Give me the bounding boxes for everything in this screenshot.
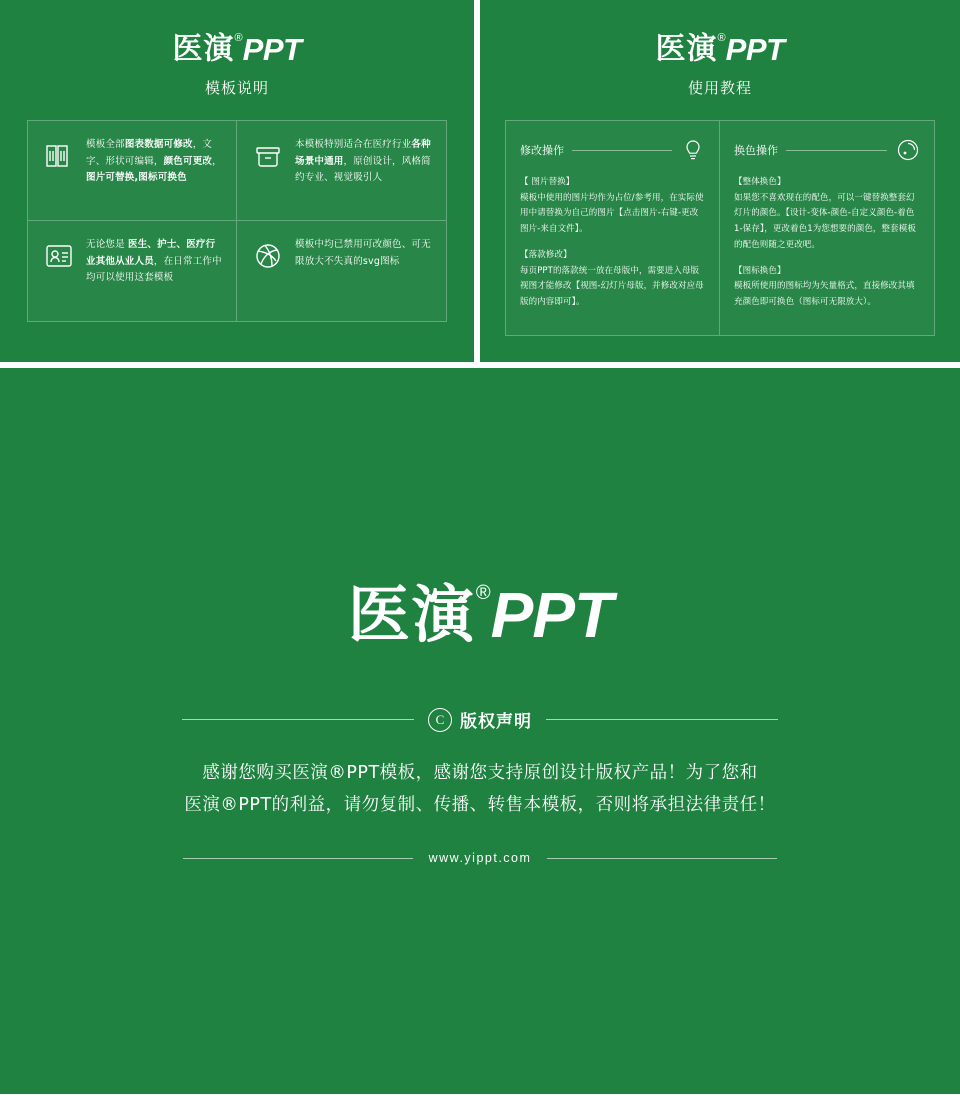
divider: [786, 150, 887, 151]
instruction-title: 修改操作: [520, 144, 564, 157]
slide1-title-area: [0, 0, 474, 98]
slide-copyright-notice: [0, 368, 960, 1094]
feature-text: 模板中均已禁用可改颜色、可无限放大不失真的svg图标: [295, 239, 431, 267]
brand-logo-ppt: PPT: [242, 32, 302, 67]
brand-logo-ppt: PPT: [725, 32, 785, 67]
instruction-block: [734, 264, 921, 311]
instruction-block-body: 每页PPT的落款统一放在母版中，需要进入母版视图才能修改【视图-幻灯片母版，并修改对应母版的内容即可】。: [520, 265, 704, 308]
copyright-title: 版权声明: [460, 712, 532, 732]
copyright-paragraph: [160, 758, 800, 821]
brand-logo-cn: 医演: [172, 31, 235, 67]
lightbulb-icon: [680, 137, 706, 163]
instruction-block: [520, 248, 706, 311]
slide-template-description: [0, 0, 474, 362]
feature-text: 无论您是 医生、护士、医疗行业其他从业人员，在日常工作中均可以使用这套模板: [86, 239, 222, 284]
instruction-block: [520, 175, 706, 238]
copyright-heading-row: [0, 707, 960, 732]
instruction-column-recolor: [720, 121, 934, 335]
feature-grid: [27, 120, 447, 322]
brand-logo-registered-mark: ®: [475, 581, 491, 604]
feature-cell: [237, 121, 446, 221]
website-row: [0, 851, 960, 865]
person-id-icon: [42, 239, 76, 273]
divider-right: [547, 858, 777, 859]
instruction-header: [520, 137, 706, 163]
feature-cell: [237, 221, 446, 321]
feature-text: 本模板特别适合在医疗行业各种场景中通用，原创设计，风格简约专业、视觉吸引人: [295, 139, 431, 184]
instruction-title: 换色操作: [734, 144, 778, 157]
copyright-paragraph-line1: 感谢您购买医演®PPT模板，感谢您支持原创设计版权产品！为了您和: [202, 763, 758, 783]
divider-right: [546, 719, 778, 720]
brand-logo-registered-mark: ®: [234, 32, 243, 45]
feature-cell: [28, 121, 237, 221]
instruction-block-heading: 【落款修改】: [520, 249, 572, 260]
feature-cell: [28, 221, 237, 321]
copyright-heading: [428, 707, 532, 732]
brand-logo: [655, 31, 785, 67]
instruction-block-body: 如果您不喜欢现在的配色，可以一键替换整套幻灯片的颜色。【设计-变体-颜色-自定义颜色-着色1-保存】，更改着色1为您想要的颜色，整套模板的配色则随之更改吧。: [734, 192, 916, 250]
archive-box-icon: [251, 139, 285, 173]
divider-left: [182, 719, 414, 720]
divider: [572, 150, 672, 151]
instruction-block: [734, 175, 921, 254]
instruction-column-edit: [506, 121, 720, 335]
brand-logo-registered-mark: ®: [717, 32, 726, 45]
divider-left: [183, 858, 413, 859]
brand-logo-cn: 医演: [655, 31, 718, 67]
brand-logo-cn: 医演: [347, 578, 476, 651]
brand-logo-ppt: PPT: [490, 579, 613, 651]
website-url[interactable]: www.yippt.com: [428, 851, 532, 865]
color-palette-icon: [895, 137, 921, 163]
instruction-header: [734, 137, 921, 163]
copyright-icon: C: [428, 708, 452, 732]
dribbble-ball-icon: [251, 239, 285, 273]
instruction-block-heading: 【整体换色】: [734, 177, 786, 187]
instruction-block-heading: 【图标换色】: [734, 265, 786, 276]
instruction-panels: [505, 120, 935, 336]
slide2-title-area: [480, 0, 960, 98]
slide-usage-tutorial: [480, 0, 960, 362]
book-pages-icon: [42, 139, 76, 173]
brand-logo-large: [0, 368, 960, 651]
page-bottom-strip: [0, 1094, 960, 1100]
copyright-paragraph-line2: 医演®PPT的利益，请勿复制、传播、转售本模板，否则将承担法律责任！: [184, 794, 776, 815]
instruction-block-body: 模板所使用的图标均为矢量格式，直接修改其填充颜色即可换色（图标可无限放大）。: [734, 281, 915, 308]
slide2-subtitle: 使用教程: [687, 79, 752, 97]
feature-text: 模板全部图表数据可修改，文字、形状可编辑，颜色可更改，图片可替换,图标可换色: [86, 139, 222, 184]
instruction-block-body: 模板中使用的图片均作为占位/参考用，在实际使用中请替换为自己的图片【点击图片-右键-更改图片-来自文件】。: [520, 192, 704, 235]
instruction-block-heading: 【 图片替换】: [520, 177, 575, 187]
slide1-subtitle: 模板说明: [204, 79, 269, 97]
top-slide-row: [0, 0, 960, 362]
brand-logo: [172, 31, 302, 67]
